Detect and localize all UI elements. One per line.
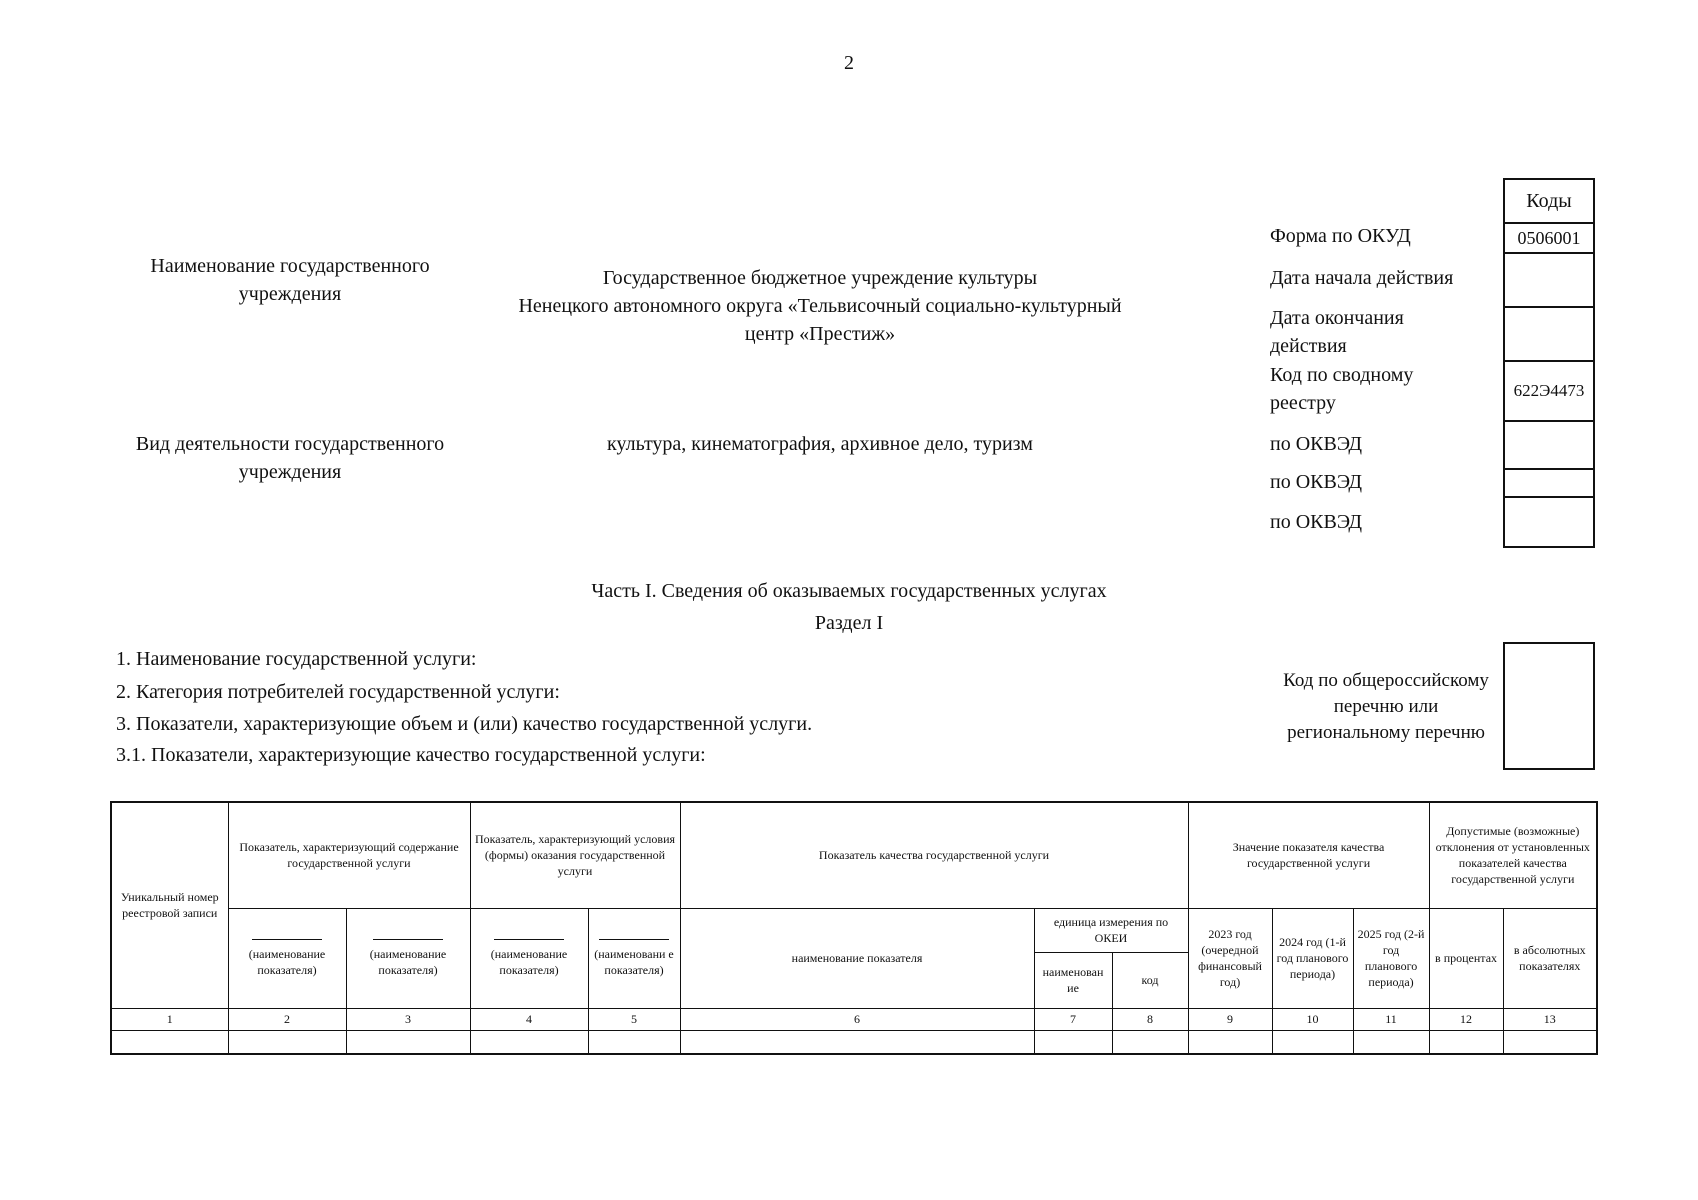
th-deviation-absolute: в абсолютных показателях — [1503, 908, 1597, 1008]
table-column-numbers-row — [111, 1008, 1597, 1030]
table-cell — [111, 1030, 228, 1054]
codes-label-okud: Форма по ОКУД — [1270, 225, 1411, 247]
institution-label: Наименование государственного учреждения — [150, 255, 430, 305]
codes-value-end-date — [1505, 308, 1593, 362]
page-number: 2 — [844, 52, 854, 74]
table-cell — [470, 1030, 588, 1054]
table-header-row-1 — [111, 802, 1597, 908]
table-cell — [228, 1030, 346, 1054]
th-deviation-percent: в процентах — [1429, 908, 1503, 1008]
table-cell — [1429, 1030, 1503, 1054]
th-content-indicator: Показатель, характеризующий содержание государственной услуги — [228, 802, 470, 908]
th-year-2023: 2023 год (очередной финансовый год) — [1188, 908, 1272, 1008]
table-cell — [588, 1030, 680, 1054]
column-number: 13 — [1503, 1008, 1597, 1030]
th-quality-indicator: Показатель качества государственной услуги — [680, 802, 1188, 908]
table-empty-row — [111, 1030, 1597, 1054]
column-number: 5 — [588, 1008, 680, 1030]
column-number: 9 — [1188, 1008, 1272, 1030]
column-number: 2 — [228, 1008, 346, 1030]
activity-value: культура, кинематография, архивное дело, туризм — [607, 433, 1033, 455]
item-quality-indicators: 3.1. Показатели, характеризующие качество государственной услуги: — [116, 744, 706, 766]
th-conditions-indicator-name-2: (наименовани е показателя) — [588, 908, 680, 1008]
section-title: Раздел I — [814, 612, 884, 634]
okpd-label: Код по общероссийскому перечню или региональному перечню — [1283, 670, 1489, 743]
table-cell — [1353, 1030, 1429, 1054]
codes-value-okved-2 — [1505, 470, 1593, 498]
okpd-box — [1503, 642, 1595, 770]
codes-label-registry: Код по сводному реестру — [1270, 364, 1414, 414]
column-number: 4 — [470, 1008, 588, 1030]
item-indicators: 3. Показатели, характеризующие объем и (или) качество государственной услуги. — [116, 713, 813, 735]
codes-value-start-date — [1505, 254, 1593, 308]
codes-label-start-date: Дата начала действия — [1270, 267, 1454, 289]
th-unit-name: наименован ие — [1034, 952, 1112, 1008]
table-cell — [680, 1030, 1034, 1054]
th-indicator-name: наименование показателя — [680, 908, 1034, 1008]
column-number: 7 — [1034, 1008, 1112, 1030]
table-cell — [1034, 1030, 1112, 1054]
th-quality-value: Значение показателя качества государственной услуги — [1188, 802, 1429, 908]
th-year-2025: 2025 год (2-й год планового периода) — [1353, 908, 1429, 1008]
part-title: Часть I. Сведения об оказываемых государственных услугах — [591, 580, 1107, 602]
column-number: 1 — [111, 1008, 228, 1030]
codes-label-okved-3: по ОКВЭД — [1270, 511, 1362, 533]
table-cell — [346, 1030, 470, 1054]
th-conditions-indicator-name-1: (наименование показателя) — [470, 908, 588, 1008]
th-conditions-indicator: Показатель, характеризующий условия (формы) оказания государственной услуги — [470, 802, 680, 908]
institution-value-line-1: Государственное бюджетное учреждение культуры — [602, 267, 1038, 289]
column-number: 10 — [1272, 1008, 1353, 1030]
codes-label-end-date: Дата окончания действия — [1270, 307, 1404, 357]
column-number: 12 — [1429, 1008, 1503, 1030]
table-header-row-2 — [111, 908, 1597, 952]
quality-indicators-table — [110, 801, 1598, 1055]
codes-title: Коды — [1505, 180, 1593, 224]
th-year-2024: 2024 год (1-й год планового периода) — [1272, 908, 1353, 1008]
table-cell — [1112, 1030, 1188, 1054]
th-allowed-deviation: Допустимые (возможные) отклонения от установленных показателей качества государственной услуги — [1429, 802, 1597, 908]
codes-value-okved-3 — [1505, 498, 1593, 546]
th-unit-code: код — [1112, 952, 1188, 1008]
codes-value-okved-1 — [1505, 422, 1593, 470]
item-service-name: 1. Наименование государственной услуги: — [116, 648, 477, 670]
activity-label: Вид деятельности государственного учреждения — [135, 433, 445, 483]
column-number: 8 — [1112, 1008, 1188, 1030]
codes-label-okved-2: по ОКВЭД — [1270, 471, 1362, 493]
column-number: 3 — [346, 1008, 470, 1030]
item-consumer-category: 2. Категория потребителей государственной услуги: — [116, 681, 560, 703]
table-cell — [1503, 1030, 1597, 1054]
codes-label-okved-1: по ОКВЭД — [1270, 433, 1362, 455]
column-number: 6 — [680, 1008, 1034, 1030]
institution-value-line-2: Ненецкого автономного округа «Тельвисочный социально-культурный — [518, 295, 1122, 317]
codes-box — [1503, 178, 1595, 548]
table-cell — [1188, 1030, 1272, 1054]
th-content-indicator-name-1: (наименование показателя) — [228, 908, 346, 1008]
column-number: 11 — [1353, 1008, 1429, 1030]
institution-value-line-3: центр «Престиж» — [744, 323, 896, 345]
th-unit-okei: единица измерения по ОКЕИ — [1034, 908, 1188, 952]
codes-value-okud: 0506001 — [1505, 224, 1593, 254]
th-content-indicator-name-2: (наименование показателя) — [346, 908, 470, 1008]
th-unique-number: Уникальный номер реестровой записи — [111, 802, 228, 1008]
codes-value-registry: 622Э4473 — [1505, 362, 1593, 422]
table-cell — [1272, 1030, 1353, 1054]
